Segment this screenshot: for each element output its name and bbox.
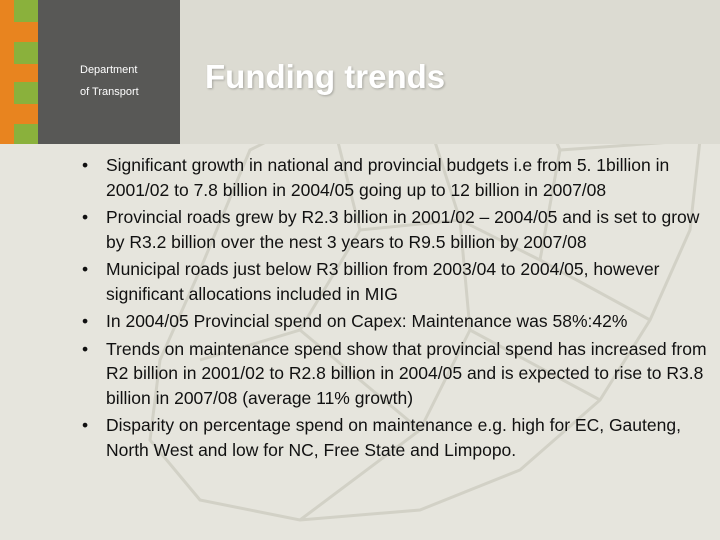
bullet-list [82, 153, 712, 465]
bullet-text: In 2004/05 Provincial spend on Capex: Maintenance was 58%:42% [106, 311, 628, 331]
department-label-line1: Department [80, 64, 138, 76]
bullet-marker: • [82, 415, 89, 435]
bullet-text: Provincial roads grew by R2.3 billion in 2001/02 – 2004/05 and is set to grow by R3.2 billion over the nest 3 years to R9.5 billion by 2007/08 [106, 207, 700, 252]
decorative-color-strip [0, 0, 55, 144]
bullet-text: Municipal roads just below R3 billion from 2003/04 to 2004/05, however significant allocations included in MIG [106, 259, 660, 304]
bullet-item [82, 153, 712, 202]
bullet-marker: • [82, 311, 89, 331]
bullet-marker: • [82, 207, 89, 227]
bullet-marker: • [82, 259, 89, 279]
bullet-item [82, 257, 712, 306]
bullet-item [82, 205, 712, 254]
bullet-item [82, 413, 712, 462]
bullet-marker: • [82, 338, 89, 359]
bullet-text: Trends on maintenance spend show that provincial spend has increased from R2 billion in 2001/02 to R2.8 billion in 2004/05 and is expected to rise to R3.8 billion in 2007/08 (average 11% growth) [106, 338, 707, 408]
bullet-item [82, 309, 712, 334]
slide-title: Funding trends [205, 58, 446, 95]
department-label-line2: of Transport [80, 86, 139, 98]
bullet-text: Significant growth in national and provincial budgets i.e from 5. 1billion in 2001/02 to 7.8 billion in 2004/05 going up to 12 billion in 2007/08 [106, 155, 670, 200]
bullet-text: Disparity on percentage spend on maintenance e.g. high for EC, Gauteng, North West and low for NC, Free State and Limpopo. [106, 415, 681, 460]
bullet-marker: • [82, 155, 89, 175]
bullet-item [82, 337, 712, 411]
